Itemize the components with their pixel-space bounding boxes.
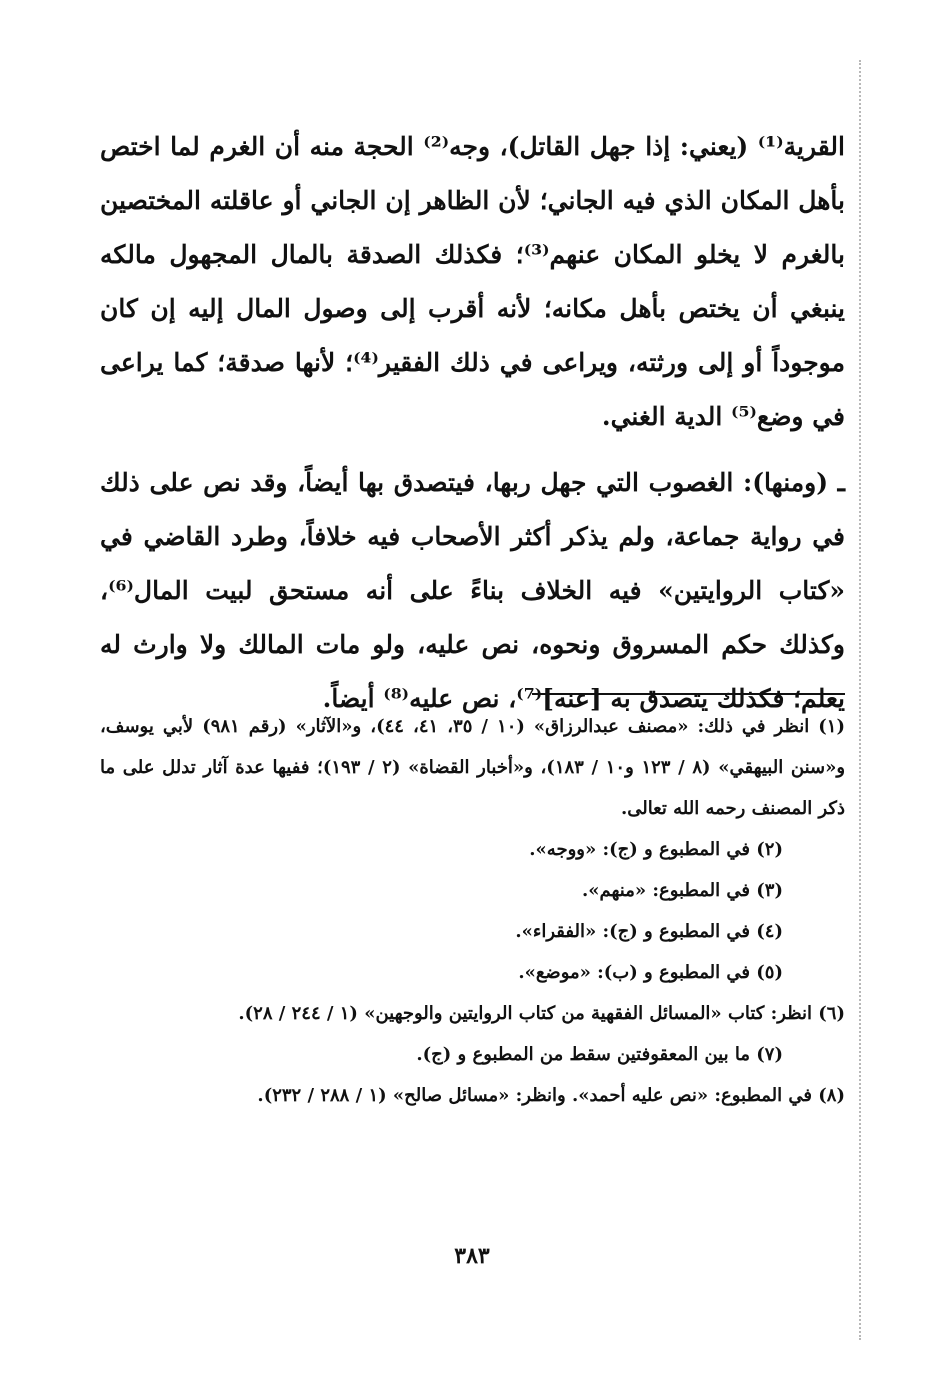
footnote-1: (١) انظر في ذلك: «مصنف عبدالرزاق» (١٠ / ٣٥، ٤١، ٤٤)، و«الآثار» (رقم ٩٨١) لأبي يوسف، و«سنن البيهقي» (٨ / ١٢٣ و١٠ / ١٨٣)، و«أخبار القضاة» (٢ / ١٩٣)؛ ففيها عدة آثار تدلل على ما ذكر المصنف رحمه الله تعالى. <box>100 716 846 819</box>
paragraph: القرية⁽¹⁾ (يعني: إذا جهل القاتل)، وجه⁽²⁾ الحجة منه أن الغرم لما اختص بأهل المكان الذي فيه الجاني؛ لأن الظاهر إن الجاني أو عاقلته المختصين بالغرم لا يخلو المكان عنهم⁽³⁾؛ فكذلك الصدقة بالمال المجهول مالكه ينبغي أن يختص بأهل مكانه؛ لأنه أقرب إلى وصول المال إليه إن كان موجوداً أو إلى ورثته، ويراعى في ذلك الفقير⁽⁴⁾؛ لأنها صدقة؛ كما يراعى في وضع⁽⁵⁾ الدية الغني. <box>100 132 845 431</box>
footnote-5: (٥) في المطبوع و (ب): «موضع». <box>518 962 783 983</box>
footnotes <box>100 706 845 1116</box>
footnote-3: (٣) في المطبوع: «منهم». <box>581 880 783 901</box>
footnote-6: (٦) انظر: كتاب «المسائل الفقهية من كتاب الروايتين والوجهين» (١ / ٢٤٤ / ٢٨). <box>238 1003 845 1024</box>
footnote-separator <box>532 693 845 695</box>
main-text <box>100 120 845 726</box>
paragraph: ـ (ومنها): الغصوب التي جهل ربها، فيتصدق بها أيضاً، وقد نص على ذلك في رواية جماعة، ولم يذكر أكثر الأصحاب فيه خلافاً، وطرد القاضي في «كتاب الروايتين» فيه الخلاف بناءً على أنه مستحق لبيت المال⁽⁶⁾، وكذلك حكم المسروق ونحوه، نص عليه، ولو مات المالك ولا وارث له يعلم؛ فكذلك يتصدق به [عنه]⁽⁷⁾، نص عليه⁽⁸⁾ أيضاً. <box>100 468 845 713</box>
margin-dotted-line <box>859 60 861 1340</box>
footnote-8: (٨) في المطبوع: «نص عليه أحمد». وانظر: «مسائل صالح» (١ / ٢٨٨ / ٢٣٢). <box>257 1085 845 1106</box>
footnote-2: (٢) في المطبوع و (ج): «ووجه». <box>529 839 783 860</box>
footnote-4: (٤) في المطبوع و (ج): «الفقراء». <box>515 921 783 942</box>
footnote-7: (٧) ما بين المعقوفتين سقط من المطبوع و (ج). <box>416 1044 783 1065</box>
page-number: ٣٨٣ <box>454 1243 490 1269</box>
